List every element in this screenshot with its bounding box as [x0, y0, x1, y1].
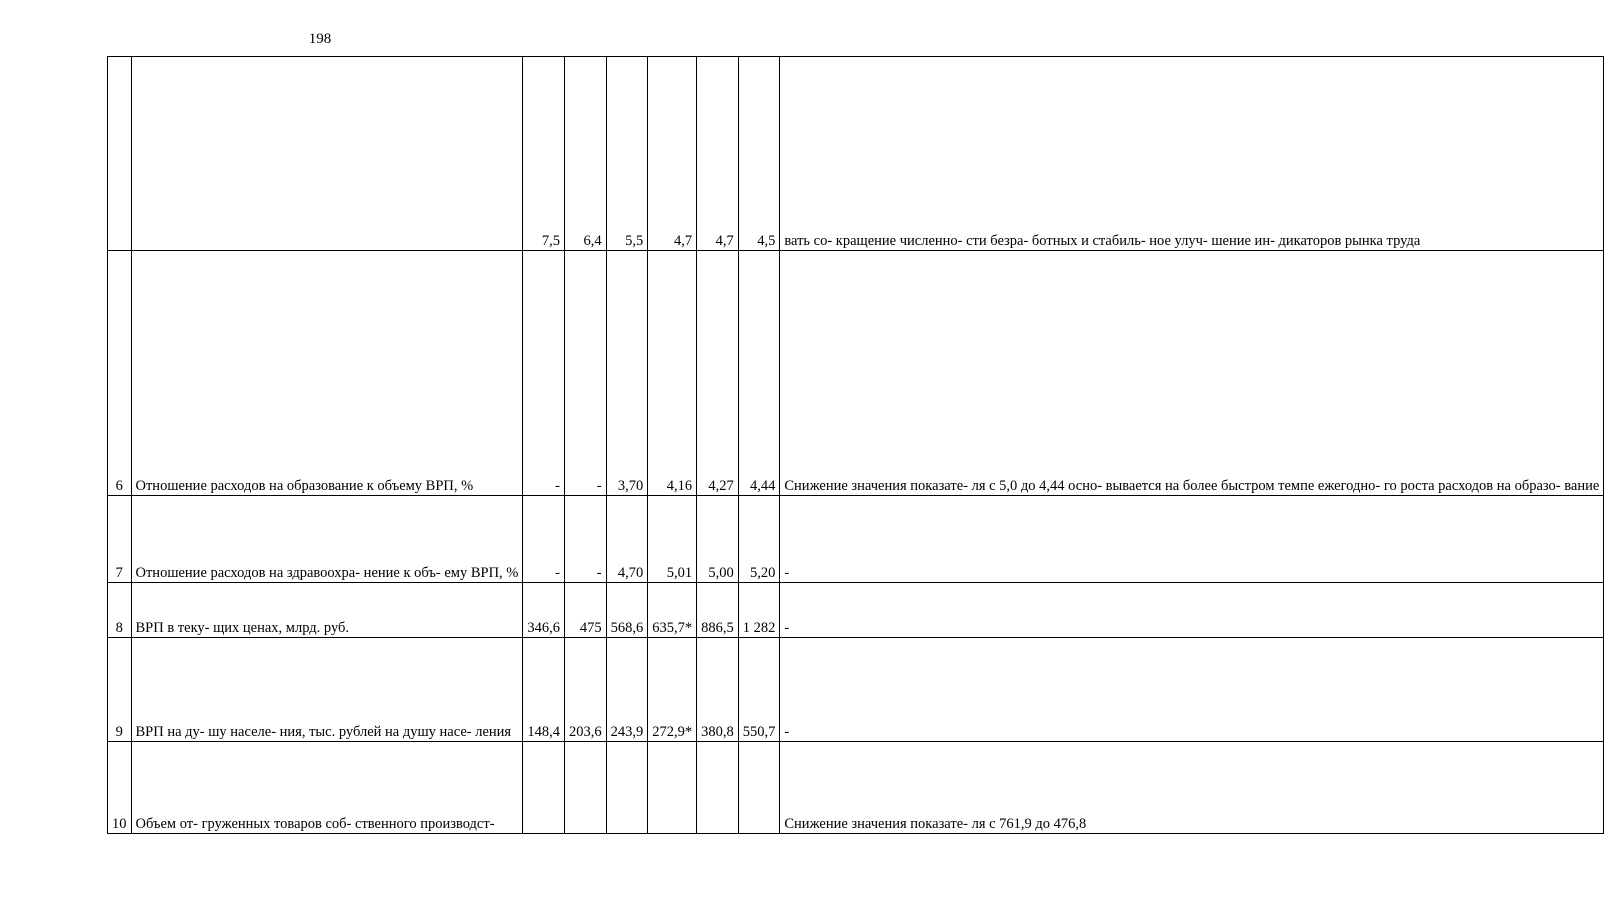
row-number: 9: [108, 638, 132, 742]
comment-cell: -: [780, 583, 1604, 638]
value-cell: 4,7: [648, 57, 697, 251]
table-row: [108, 638, 1604, 742]
indicator-name: Объем от- груженных товаров соб- ственного производст-: [131, 742, 523, 834]
value-cell: 203,6: [565, 638, 607, 742]
value-cell: 4,70: [606, 496, 648, 583]
comment-cell: Снижение значения показате- ля с 5,0 до 4,44 осно- вывается на более быстром темпе ежегодно- го роста расходов на образо- вание: [780, 251, 1604, 496]
table-row: [108, 583, 1604, 638]
value-cell: [606, 742, 648, 834]
value-cell: 568,6: [606, 583, 648, 638]
value-cell: 4,44: [738, 251, 780, 496]
value-cell: 550,7: [738, 638, 780, 742]
table-row: [108, 496, 1604, 583]
comment-cell: вать со- кращение численно- сти безра- ботных и стабиль- ное улуч- шение ин- дикаторов рынка труда: [780, 57, 1604, 251]
value-cell: 4,27: [697, 251, 739, 496]
value-cell: -: [565, 496, 607, 583]
comment-cell: -: [780, 638, 1604, 742]
value-cell: 5,20: [738, 496, 780, 583]
value-cell: 243,9: [606, 638, 648, 742]
value-cell: 380,8: [697, 638, 739, 742]
value-cell: 346,6: [523, 583, 565, 638]
table-row: [108, 57, 1604, 251]
value-cell: 5,01: [648, 496, 697, 583]
value-cell: -: [523, 251, 565, 496]
value-cell: -: [523, 496, 565, 583]
value-cell: 475: [565, 583, 607, 638]
row-number: 10: [108, 742, 132, 834]
value-cell: 7,5: [523, 57, 565, 251]
value-cell: 5,5: [606, 57, 648, 251]
value-cell: [648, 742, 697, 834]
value-cell: 148,4: [523, 638, 565, 742]
value-cell: 6,4: [565, 57, 607, 251]
value-cell: [738, 742, 780, 834]
comment-cell: Снижение значения показате- ля с 761,9 до 476,8: [780, 742, 1604, 834]
indicators-table: [107, 56, 1604, 834]
value-cell: 4,7: [697, 57, 739, 251]
indicator-name: [131, 57, 523, 251]
value-cell: 272,9*: [648, 638, 697, 742]
table-row: [108, 251, 1604, 496]
row-number: [108, 57, 132, 251]
value-cell: 3,70: [606, 251, 648, 496]
row-number: 8: [108, 583, 132, 638]
indicator-name: ВРП на ду- шу населе- ния, тыс. рублей на душу насе- ления: [131, 638, 523, 742]
page-number: 198: [308, 31, 332, 47]
value-cell: -: [565, 251, 607, 496]
comment-cell: -: [780, 496, 1604, 583]
row-number: 7: [108, 496, 132, 583]
value-cell: 886,5: [697, 583, 739, 638]
value-cell: [697, 742, 739, 834]
row-number: 6: [108, 251, 132, 496]
indicator-name: Отношение расходов на здравоохра- нение к объ- ему ВРП, %: [131, 496, 523, 583]
value-cell: 5,00: [697, 496, 739, 583]
value-cell: 4,5: [738, 57, 780, 251]
value-cell: 1 282: [738, 583, 780, 638]
table-row: [108, 742, 1604, 834]
value-cell: [523, 742, 565, 834]
value-cell: 4,16: [648, 251, 697, 496]
value-cell: [565, 742, 607, 834]
value-cell: 635,7*: [648, 583, 697, 638]
indicator-name: Отношение расходов на образование к объему ВРП, %: [131, 251, 523, 496]
indicator-name: ВРП в теку- щих ценах, млрд. руб.: [131, 583, 523, 638]
